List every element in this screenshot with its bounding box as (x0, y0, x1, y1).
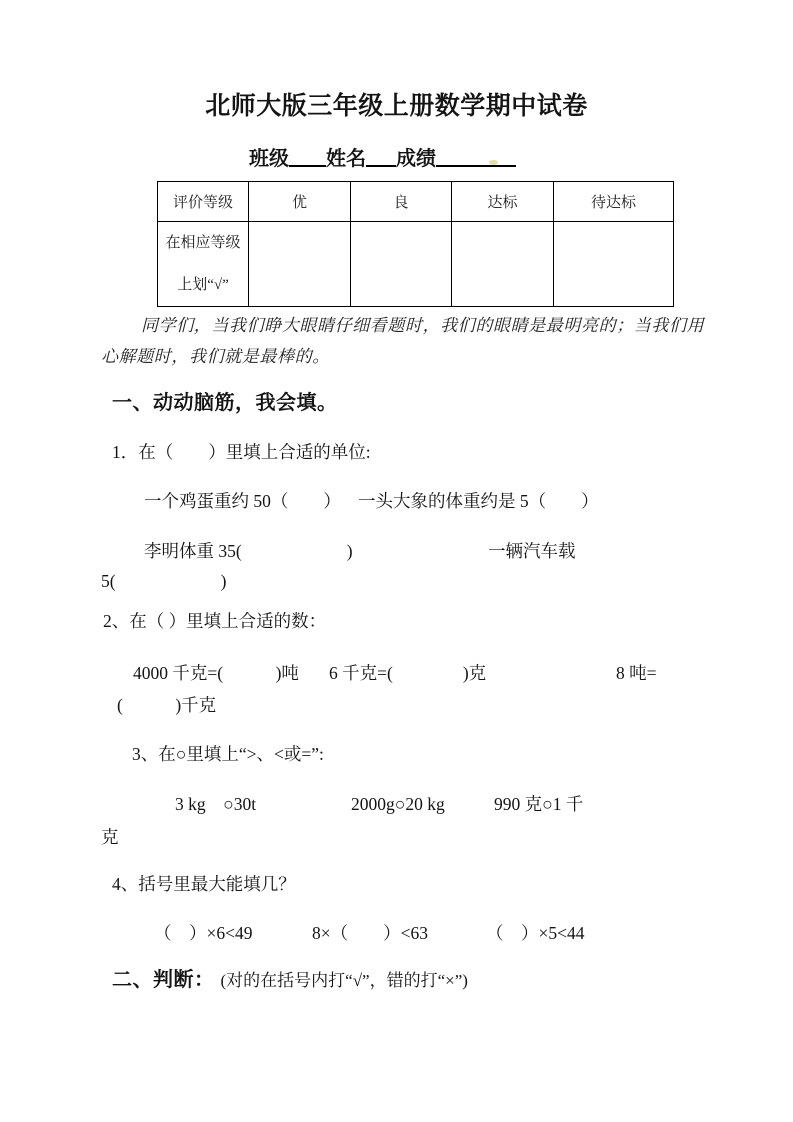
q2-conversion3: 8 吨= (616, 663, 657, 683)
q4-expression2: 8×（ ）<63 (312, 923, 428, 943)
section1-heading: 一、动动脑筋，我会填。 (112, 390, 338, 414)
intro-paragraph-line1: 同学们，当我们睁大眼睛仔细看题时，我们的眼睛是最明亮的；当我们用 (141, 316, 705, 335)
q4-expression1: （ ）×6<49 (154, 923, 253, 943)
class-label: 班级 (249, 146, 289, 170)
q1-item-truck: 一辆汽车载 (488, 541, 576, 561)
q1-item-truck-load: 5( ) (101, 571, 227, 591)
q1-item-liming: 李明体重 35( ) (144, 541, 353, 561)
page-title: 北师大版三年级上册数学期中试卷 (205, 91, 588, 120)
q1-prompt: 1．在（ ）里填上合适的单位: (112, 442, 371, 462)
intro-paragraph-line2: 心解题时，我们就是最棒的。 (101, 347, 330, 366)
class-blank-line (289, 147, 326, 167)
q3-compare3: 990 克○1 千 (494, 794, 584, 814)
name-label: 姓名 (326, 146, 366, 170)
q2-conversion2: 6 千克=( )克 (329, 663, 487, 683)
name-blank-line (366, 147, 396, 167)
section2-heading: 二、判断： (112, 967, 215, 991)
q2-conversion3-cont: ( )千克 (117, 695, 217, 715)
rubric-header-excellent: 优 (249, 182, 351, 222)
rubric-header-grade: 评价等级 (158, 182, 249, 222)
q3-compare1: 3 kg ○30t (175, 794, 257, 814)
q1-item-elephant: 一头大象的体重约是 5（ ） (358, 491, 599, 511)
rubric-table (157, 181, 674, 307)
q3-compare3-cont: 克 (101, 827, 119, 847)
section2-note: (对的在括号内打“√”，错的打“×”) (220, 971, 468, 990)
q2-conversion1: 4000 千克=( )吨 (133, 663, 299, 683)
rubric-row-label (158, 222, 249, 307)
q1-item-egg: 一个鸡蛋重约 50（ ） (144, 491, 341, 511)
rubric-cell-notyet (554, 222, 674, 307)
rubric-header-pass: 达标 (452, 182, 554, 222)
rubric-cell-good (351, 222, 452, 307)
rubric-cell-excellent (249, 222, 351, 307)
scan-artifact-dot (489, 160, 498, 165)
rubric-row-label-line1: 在相应等级 (165, 235, 241, 251)
q2-prompt: 2、在（ ）里填上合适的数： (103, 611, 327, 631)
rubric-cell-pass (452, 222, 554, 307)
student-info-line (249, 145, 516, 170)
q4-expression3: （ ）×5<44 (486, 923, 585, 943)
section2-heading-line (112, 968, 468, 991)
q3-compare2: 2000g○20 kg (351, 794, 445, 814)
score-blank-line (436, 147, 516, 167)
rubric-header-row (158, 182, 674, 222)
rubric-mark-row (158, 222, 674, 307)
rubric-header-good: 良 (351, 182, 452, 222)
rubric-row-label-line2: 上划“√” (177, 277, 229, 293)
rubric-header-notyet: 待达标 (554, 182, 674, 222)
score-label: 成绩 (396, 146, 436, 170)
q3-prompt: 3、在○里填上“>、<或=”: (132, 744, 324, 764)
q4-prompt: 4、括号里最大能填几？ (112, 874, 296, 894)
